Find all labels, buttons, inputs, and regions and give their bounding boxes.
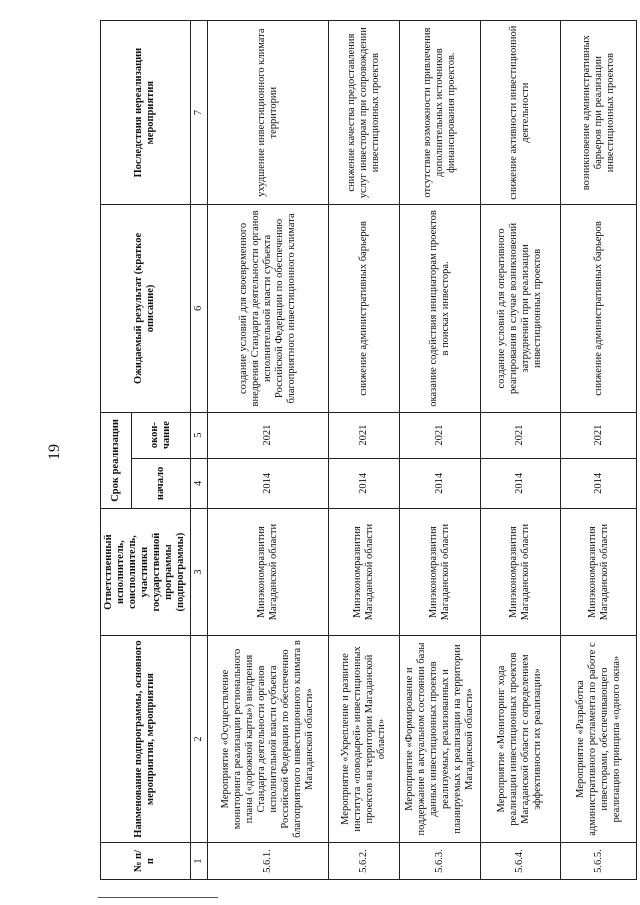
header-start: начало bbox=[131, 458, 190, 509]
row-name: Мероприятие «Осуществление мониторинга реализации регионального плана («дорожной карты») внедрения Стандарта деятельности органов исполнительной власти субъекта Российской Федерации по обеспечению благоприятного инвестиционного климата в Магаданской области» bbox=[207, 635, 328, 842]
row-result: создание условий для оперативного реагирования в случае возникновений затруднений при реализации инвестиционных проектов bbox=[480, 205, 561, 412]
row-consequences: ухудшение инвестиционного климата территории bbox=[207, 21, 328, 205]
row-end: 2021 bbox=[207, 412, 328, 458]
row-num: 5.6.5. bbox=[561, 843, 637, 880]
row-num: 5.6.4. bbox=[480, 843, 561, 880]
table-row bbox=[480, 21, 561, 880]
row-num: 5.6.1. bbox=[207, 843, 328, 880]
row-name: Мероприятие «Укрепление и развитие института «поводырей» инвестиционных проектов на территории Магаданской области» bbox=[329, 635, 400, 842]
row-num: 5.6.2. bbox=[329, 843, 400, 880]
header-end: окон-чание bbox=[131, 412, 190, 458]
header-num: № п/п bbox=[101, 843, 191, 880]
row-consequences: возникновение административных барьеров при реализации инвестиционных проектов bbox=[561, 21, 637, 205]
row-result: снижение административных барьеров bbox=[329, 205, 400, 412]
row-name: Мероприятие «Формирование и поддержание в актуальном состоянии базы данных инвестиционных проектов реализуемых, реализованных и планируемых к реализации на территории Магаданской области» bbox=[399, 635, 480, 842]
row-end: 2021 bbox=[399, 412, 480, 458]
col-number: 4 bbox=[190, 458, 207, 509]
row-end: 2021 bbox=[329, 412, 400, 458]
page-number: 19 bbox=[46, 444, 63, 460]
row-num: 5.6.3. bbox=[399, 843, 480, 880]
header-consequences: Последствия нереализации мероприятия bbox=[101, 21, 191, 205]
row-executor: Минэкономразвития Магаданской области bbox=[480, 509, 561, 636]
row-result: создание условий для своевременного внедрения Стандарта деятельности органов исполнительной власти субъекта Российской Федерации по обеспечению благоприятного инвестиционного климата bbox=[207, 205, 328, 412]
col-number: 6 bbox=[190, 205, 207, 412]
table-row bbox=[207, 21, 328, 880]
row-end: 2021 bbox=[480, 412, 561, 458]
row-start: 2014 bbox=[207, 458, 328, 509]
col-number: 2 bbox=[190, 635, 207, 842]
row-start: 2014 bbox=[561, 458, 637, 509]
footer-rule bbox=[98, 897, 218, 898]
header-result: Ожидаемый результат (краткое описание) bbox=[101, 205, 191, 412]
row-start: 2014 bbox=[399, 458, 480, 509]
row-consequences: снижение качества предоставления услуг инвесторам при сопровождении инвестиционных проектов bbox=[329, 21, 400, 205]
header-name: Наименование подпрограммы, основного мероприятия, мероприятия bbox=[101, 635, 191, 842]
row-result: снижение административных барьеров bbox=[561, 205, 637, 412]
row-start: 2014 bbox=[480, 458, 561, 509]
rotated-table-container bbox=[100, 20, 637, 880]
row-result: оказание содействия инициаторам проектов в поисках инвестора. bbox=[399, 205, 480, 412]
row-name: Мероприятие «Разработка административного регламента по работе с инвесторами, обеспечивающего реализацию принципа «одного окна» bbox=[561, 635, 637, 842]
measures-table bbox=[100, 20, 637, 880]
header-executor: Ответственный исполнитель, соисполнитель, участники государственной программы (подпрограммы) bbox=[101, 509, 191, 636]
row-end: 2021 bbox=[561, 412, 637, 458]
row-executor: Минэкономразвития Магаданской области bbox=[329, 509, 400, 636]
header-row-1 bbox=[101, 21, 132, 880]
table-row bbox=[329, 21, 400, 880]
row-name: Мероприятие «Мониторинг хода реализации инвестиционных проектов Магаданской области с определением эффективности их реализации» bbox=[480, 635, 561, 842]
table-row bbox=[399, 21, 480, 880]
row-consequences: снижение активности инвестиционной деятельности bbox=[480, 21, 561, 205]
row-consequences: отсутствие возможности привлечения дополнительных источников финансирования проектов. bbox=[399, 21, 480, 205]
col-number: 7 bbox=[190, 21, 207, 205]
col-number: 5 bbox=[190, 412, 207, 458]
header-term: Срок реализации bbox=[101, 412, 132, 509]
col-number: 1 bbox=[190, 843, 207, 880]
row-executor: Минэкономразвития Магаданской области bbox=[207, 509, 328, 636]
col-number: 3 bbox=[190, 509, 207, 636]
row-executor: Минэкономразвития Магаданской области bbox=[399, 509, 480, 636]
column-numbers-row bbox=[190, 21, 207, 880]
row-executor: Минэкономразвития Магаданской области bbox=[561, 509, 637, 636]
table-row bbox=[561, 21, 637, 880]
row-start: 2014 bbox=[329, 458, 400, 509]
